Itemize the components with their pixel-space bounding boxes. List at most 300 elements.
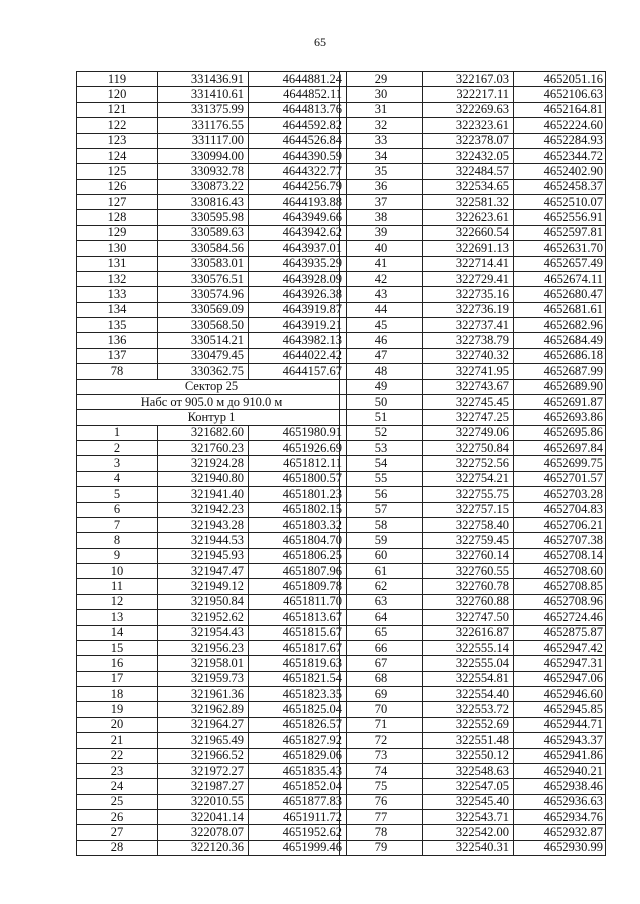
point-number: 46	[340, 333, 423, 348]
point-number: 32	[340, 118, 423, 133]
point-number: 30	[340, 87, 423, 102]
x-coordinate: 321959.73	[158, 671, 249, 686]
point-number: 72	[340, 733, 423, 748]
table-row	[340, 656, 606, 671]
y-coordinate: 4643937.01	[249, 241, 347, 256]
y-coordinate: 4651812.11	[249, 456, 347, 471]
y-coordinate: 4652708.85	[514, 579, 606, 594]
point-number: 18	[77, 687, 158, 702]
point-number: 130	[77, 241, 158, 256]
y-coordinate: 4651823.35	[249, 687, 347, 702]
x-coordinate: 322378.07	[423, 133, 514, 148]
y-coordinate: 4652946.60	[514, 687, 606, 702]
table-row	[340, 271, 606, 286]
y-coordinate: 4644390.59	[249, 148, 347, 163]
x-coordinate: 322484.57	[423, 164, 514, 179]
point-number: 128	[77, 210, 158, 225]
table-row	[77, 594, 347, 609]
x-coordinate: 330932.78	[158, 164, 249, 179]
point-number: 135	[77, 318, 158, 333]
table-row	[340, 102, 606, 117]
y-coordinate: 4652684.49	[514, 333, 606, 348]
point-number: 65	[340, 625, 423, 640]
x-coordinate: 330362.75	[158, 364, 249, 379]
point-number: 2	[77, 441, 158, 456]
y-coordinate: 4643926.38	[249, 287, 347, 302]
y-coordinate: 4651999.46	[249, 840, 347, 855]
table-row	[77, 348, 347, 363]
x-coordinate: 331410.61	[158, 87, 249, 102]
y-coordinate: 4652941.86	[514, 748, 606, 763]
point-number: 10	[77, 564, 158, 579]
x-coordinate: 330568.50	[158, 318, 249, 333]
x-coordinate: 322554.40	[423, 687, 514, 702]
point-number: 14	[77, 625, 158, 640]
x-coordinate: 322550.12	[423, 748, 514, 763]
point-number: 133	[77, 287, 158, 302]
table-row	[340, 410, 606, 425]
y-coordinate: 4643949.66	[249, 210, 347, 225]
y-coordinate: 4651807.96	[249, 564, 347, 579]
point-number: 63	[340, 594, 423, 609]
x-coordinate: 322547.05	[423, 779, 514, 794]
table-row	[340, 241, 606, 256]
point-number: 70	[340, 702, 423, 717]
y-coordinate: 4643942.62	[249, 225, 347, 240]
point-number: 9	[77, 548, 158, 563]
table-row	[340, 487, 606, 502]
y-coordinate: 4652704.83	[514, 502, 606, 517]
table-row	[77, 763, 347, 778]
point-number: 76	[340, 794, 423, 809]
point-number: 75	[340, 779, 423, 794]
y-coordinate: 4652597.81	[514, 225, 606, 240]
table-row	[340, 840, 606, 855]
y-coordinate: 4652947.06	[514, 671, 606, 686]
x-coordinate: 321972.27	[158, 763, 249, 778]
point-number: 47	[340, 348, 423, 363]
table-row	[77, 702, 347, 717]
table-row	[340, 164, 606, 179]
y-coordinate: 4652706.21	[514, 517, 606, 532]
x-coordinate: 322323.61	[423, 118, 514, 133]
x-coordinate: 321942.23	[158, 502, 249, 517]
table-row	[77, 810, 347, 825]
y-coordinate: 4652699.75	[514, 456, 606, 471]
y-coordinate: 4644322.77	[249, 164, 347, 179]
x-coordinate: 322217.11	[423, 87, 514, 102]
sector-title: Сектор 25	[77, 379, 347, 394]
point-number: 36	[340, 179, 423, 194]
table-row	[340, 594, 606, 609]
table-row	[340, 579, 606, 594]
point-number: 28	[77, 840, 158, 855]
x-coordinate: 322554.81	[423, 671, 514, 686]
table-row	[340, 318, 606, 333]
y-coordinate: 4644813.76	[249, 102, 347, 117]
y-coordinate: 4651817.67	[249, 640, 347, 655]
table-row	[77, 564, 347, 579]
y-coordinate: 4652697.84	[514, 441, 606, 456]
y-coordinate: 4644881.24	[249, 72, 347, 87]
table-row	[77, 687, 347, 702]
y-coordinate: 4652693.86	[514, 410, 606, 425]
table-row	[77, 779, 347, 794]
x-coordinate: 322747.25	[423, 410, 514, 425]
point-number: 22	[77, 748, 158, 763]
y-coordinate: 4651802.15	[249, 502, 347, 517]
y-coordinate: 4651811.70	[249, 594, 347, 609]
x-coordinate: 322749.06	[423, 425, 514, 440]
y-coordinate: 4652164.81	[514, 102, 606, 117]
x-coordinate: 322747.50	[423, 610, 514, 625]
point-number: 58	[340, 517, 423, 532]
y-coordinate: 4651980.91	[249, 425, 347, 440]
table-row	[340, 394, 606, 409]
y-coordinate: 4644256.79	[249, 179, 347, 194]
table-row	[77, 471, 347, 486]
x-coordinate: 322623.61	[423, 210, 514, 225]
point-number: 38	[340, 210, 423, 225]
point-number: 49	[340, 379, 423, 394]
x-coordinate: 322743.67	[423, 379, 514, 394]
point-number: 8	[77, 533, 158, 548]
table-row	[340, 210, 606, 225]
x-coordinate: 322581.32	[423, 195, 514, 210]
y-coordinate: 4644852.11	[249, 87, 347, 102]
y-coordinate: 4652458.37	[514, 179, 606, 194]
x-coordinate: 330816.43	[158, 195, 249, 210]
x-coordinate: 322551.48	[423, 733, 514, 748]
table-row	[77, 364, 347, 379]
point-number: 19	[77, 702, 158, 717]
table-row	[340, 333, 606, 348]
point-number: 3	[77, 456, 158, 471]
point-number: 4	[77, 471, 158, 486]
point-number: 29	[340, 72, 423, 87]
y-coordinate: 4652686.18	[514, 348, 606, 363]
table-row	[77, 640, 347, 655]
table-row	[340, 256, 606, 271]
x-coordinate: 321961.36	[158, 687, 249, 702]
x-coordinate: 330589.63	[158, 225, 249, 240]
y-coordinate: 4652947.31	[514, 656, 606, 671]
y-coordinate: 4643928.09	[249, 271, 347, 286]
point-number: 57	[340, 502, 423, 517]
table-row	[340, 717, 606, 732]
table-row	[340, 763, 606, 778]
y-coordinate: 4644592.82	[249, 118, 347, 133]
x-coordinate: 322738.79	[423, 333, 514, 348]
contour-title: Контур 1	[77, 410, 347, 425]
point-number: 43	[340, 287, 423, 302]
x-coordinate: 331375.99	[158, 102, 249, 117]
y-coordinate: 4651815.67	[249, 625, 347, 640]
point-number: 7	[77, 517, 158, 532]
x-coordinate: 331117.00	[158, 133, 249, 148]
table-row	[340, 794, 606, 809]
x-coordinate: 330583.01	[158, 256, 249, 271]
table-row	[77, 840, 347, 855]
point-number: 1	[77, 425, 158, 440]
point-number: 39	[340, 225, 423, 240]
y-coordinate: 4652510.07	[514, 195, 606, 210]
table-row	[340, 733, 606, 748]
y-coordinate: 4644157.67	[249, 364, 347, 379]
point-number: 54	[340, 456, 423, 471]
table-row	[77, 164, 347, 179]
table-row	[340, 148, 606, 163]
point-number: 123	[77, 133, 158, 148]
table-row	[77, 579, 347, 594]
table-row	[77, 717, 347, 732]
x-coordinate: 321760.23	[158, 441, 249, 456]
table-row	[340, 133, 606, 148]
y-coordinate: 4651877.83	[249, 794, 347, 809]
x-coordinate: 321958.01	[158, 656, 249, 671]
y-coordinate: 4652940.21	[514, 763, 606, 778]
table-row	[77, 72, 347, 87]
x-coordinate: 322735.16	[423, 287, 514, 302]
table-row	[77, 825, 347, 840]
y-coordinate: 4652932.87	[514, 825, 606, 840]
table-row	[77, 102, 347, 117]
table-row	[77, 241, 347, 256]
x-coordinate: 322552.69	[423, 717, 514, 732]
y-coordinate: 4652930.99	[514, 840, 606, 855]
point-number: 69	[340, 687, 423, 702]
point-number: 59	[340, 533, 423, 548]
x-coordinate: 330873.22	[158, 179, 249, 194]
table-row	[77, 256, 347, 271]
x-coordinate: 330514.21	[158, 333, 249, 348]
x-coordinate: 321941.40	[158, 487, 249, 502]
point-number: 78	[340, 825, 423, 840]
y-coordinate: 4643982.13	[249, 333, 347, 348]
sector-title-row	[77, 379, 347, 394]
point-number: 42	[340, 271, 423, 286]
table-row	[340, 640, 606, 655]
table-row	[77, 210, 347, 225]
y-coordinate: 4651926.69	[249, 441, 347, 456]
y-coordinate: 4652344.72	[514, 148, 606, 163]
y-coordinate: 4651852.04	[249, 779, 347, 794]
y-coordinate: 4652945.85	[514, 702, 606, 717]
x-coordinate: 330576.51	[158, 271, 249, 286]
x-coordinate: 322752.56	[423, 456, 514, 471]
y-coordinate: 4644526.84	[249, 133, 347, 148]
table-row	[77, 425, 347, 440]
point-number: 79	[340, 840, 423, 855]
x-coordinate: 321924.28	[158, 456, 249, 471]
point-number: 64	[340, 610, 423, 625]
y-coordinate: 4652674.11	[514, 271, 606, 286]
table-row	[77, 487, 347, 502]
x-coordinate: 322757.15	[423, 502, 514, 517]
table-row	[340, 533, 606, 548]
table-row	[77, 133, 347, 148]
point-number: 51	[340, 410, 423, 425]
table-row	[340, 425, 606, 440]
x-coordinate: 322758.40	[423, 517, 514, 532]
left-bottom-rows	[77, 425, 347, 856]
table-row	[77, 287, 347, 302]
point-number: 66	[340, 640, 423, 655]
table-row	[77, 195, 347, 210]
point-number: 11	[77, 579, 158, 594]
x-coordinate: 321945.93	[158, 548, 249, 563]
table-row	[77, 87, 347, 102]
x-coordinate: 322736.19	[423, 302, 514, 317]
point-number: 35	[340, 164, 423, 179]
table-row	[340, 179, 606, 194]
table-row	[340, 287, 606, 302]
point-number: 16	[77, 656, 158, 671]
y-coordinate: 4652681.61	[514, 302, 606, 317]
x-coordinate: 322741.95	[423, 364, 514, 379]
x-coordinate: 330574.96	[158, 287, 249, 302]
x-coordinate: 322754.21	[423, 471, 514, 486]
table-row	[77, 671, 347, 686]
y-coordinate: 4652691.87	[514, 394, 606, 409]
table-row	[340, 564, 606, 579]
x-coordinate: 330569.09	[158, 302, 249, 317]
x-coordinate: 322041.14	[158, 810, 249, 825]
right-rows	[340, 72, 606, 856]
table-row	[77, 271, 347, 286]
table-row	[340, 456, 606, 471]
table-row	[77, 333, 347, 348]
point-number: 41	[340, 256, 423, 271]
x-coordinate: 321956.23	[158, 640, 249, 655]
table-row	[340, 195, 606, 210]
table-row	[77, 456, 347, 471]
x-coordinate: 322542.00	[423, 825, 514, 840]
x-coordinate: 322691.13	[423, 241, 514, 256]
y-coordinate: 4651804.70	[249, 533, 347, 548]
table-row	[340, 779, 606, 794]
point-number: 73	[340, 748, 423, 763]
table-row	[77, 118, 347, 133]
table-row	[77, 748, 347, 763]
y-coordinate: 4651806.25	[249, 548, 347, 563]
x-coordinate: 322737.41	[423, 318, 514, 333]
table-row	[340, 548, 606, 563]
table-row	[340, 687, 606, 702]
x-coordinate: 322729.41	[423, 271, 514, 286]
sector-range: Набс от 905.0 м до 910.0 м	[77, 394, 347, 409]
y-coordinate: 4652284.93	[514, 133, 606, 148]
x-coordinate: 330994.00	[158, 148, 249, 163]
x-coordinate: 321966.52	[158, 748, 249, 763]
x-coordinate: 322010.55	[158, 794, 249, 809]
point-number: 126	[77, 179, 158, 194]
table-row	[77, 148, 347, 163]
left-top-rows	[77, 72, 347, 380]
point-number: 37	[340, 195, 423, 210]
table-row	[77, 441, 347, 456]
x-coordinate: 322745.45	[423, 394, 514, 409]
y-coordinate: 4652944.71	[514, 717, 606, 732]
x-coordinate: 321940.80	[158, 471, 249, 486]
x-coordinate: 322432.05	[423, 148, 514, 163]
point-number: 71	[340, 717, 423, 732]
x-coordinate: 321964.27	[158, 717, 249, 732]
point-number: 12	[77, 594, 158, 609]
table-row	[77, 533, 347, 548]
y-coordinate: 4643935.29	[249, 256, 347, 271]
x-coordinate: 321944.53	[158, 533, 249, 548]
point-number: 131	[77, 256, 158, 271]
point-number: 124	[77, 148, 158, 163]
table-row	[77, 548, 347, 563]
table-row	[77, 517, 347, 532]
y-coordinate: 4643919.21	[249, 318, 347, 333]
point-number: 127	[77, 195, 158, 210]
y-coordinate: 4652051.16	[514, 72, 606, 87]
x-coordinate: 331436.91	[158, 72, 249, 87]
point-number: 121	[77, 102, 158, 117]
x-coordinate: 322759.45	[423, 533, 514, 548]
x-coordinate: 322740.32	[423, 348, 514, 363]
table-row	[77, 225, 347, 240]
table-row	[77, 794, 347, 809]
x-coordinate: 322269.63	[423, 102, 514, 117]
y-coordinate: 4652707.38	[514, 533, 606, 548]
x-coordinate: 321965.49	[158, 733, 249, 748]
point-number: 129	[77, 225, 158, 240]
y-coordinate: 4652106.63	[514, 87, 606, 102]
point-number: 119	[77, 72, 158, 87]
point-number: 26	[77, 810, 158, 825]
x-coordinate: 330479.45	[158, 348, 249, 363]
point-number: 6	[77, 502, 158, 517]
x-coordinate: 322555.04	[423, 656, 514, 671]
page-number: 65	[314, 35, 326, 49]
x-coordinate: 322714.41	[423, 256, 514, 271]
point-number: 21	[77, 733, 158, 748]
point-number: 134	[77, 302, 158, 317]
point-number: 50	[340, 394, 423, 409]
x-coordinate: 322553.72	[423, 702, 514, 717]
y-coordinate: 4652701.57	[514, 471, 606, 486]
point-number: 60	[340, 548, 423, 563]
x-coordinate: 322078.07	[158, 825, 249, 840]
point-number: 45	[340, 318, 423, 333]
point-number: 17	[77, 671, 158, 686]
table-row	[340, 379, 606, 394]
sector-header	[77, 379, 347, 425]
table-row	[77, 610, 347, 625]
y-coordinate: 4651801.23	[249, 487, 347, 502]
sector-range-row	[77, 394, 347, 409]
point-number: 78	[77, 364, 158, 379]
point-number: 53	[340, 441, 423, 456]
x-coordinate: 321943.28	[158, 517, 249, 532]
point-number: 137	[77, 348, 158, 363]
y-coordinate: 4651826.57	[249, 717, 347, 732]
x-coordinate: 322167.03	[423, 72, 514, 87]
point-number: 24	[77, 779, 158, 794]
y-coordinate: 4652402.90	[514, 164, 606, 179]
table-row	[340, 702, 606, 717]
point-number: 48	[340, 364, 423, 379]
contour-title-row	[77, 410, 347, 425]
y-coordinate: 4651819.63	[249, 656, 347, 671]
table-row	[340, 517, 606, 532]
x-coordinate: 322120.36	[158, 840, 249, 855]
x-coordinate: 322540.31	[423, 840, 514, 855]
